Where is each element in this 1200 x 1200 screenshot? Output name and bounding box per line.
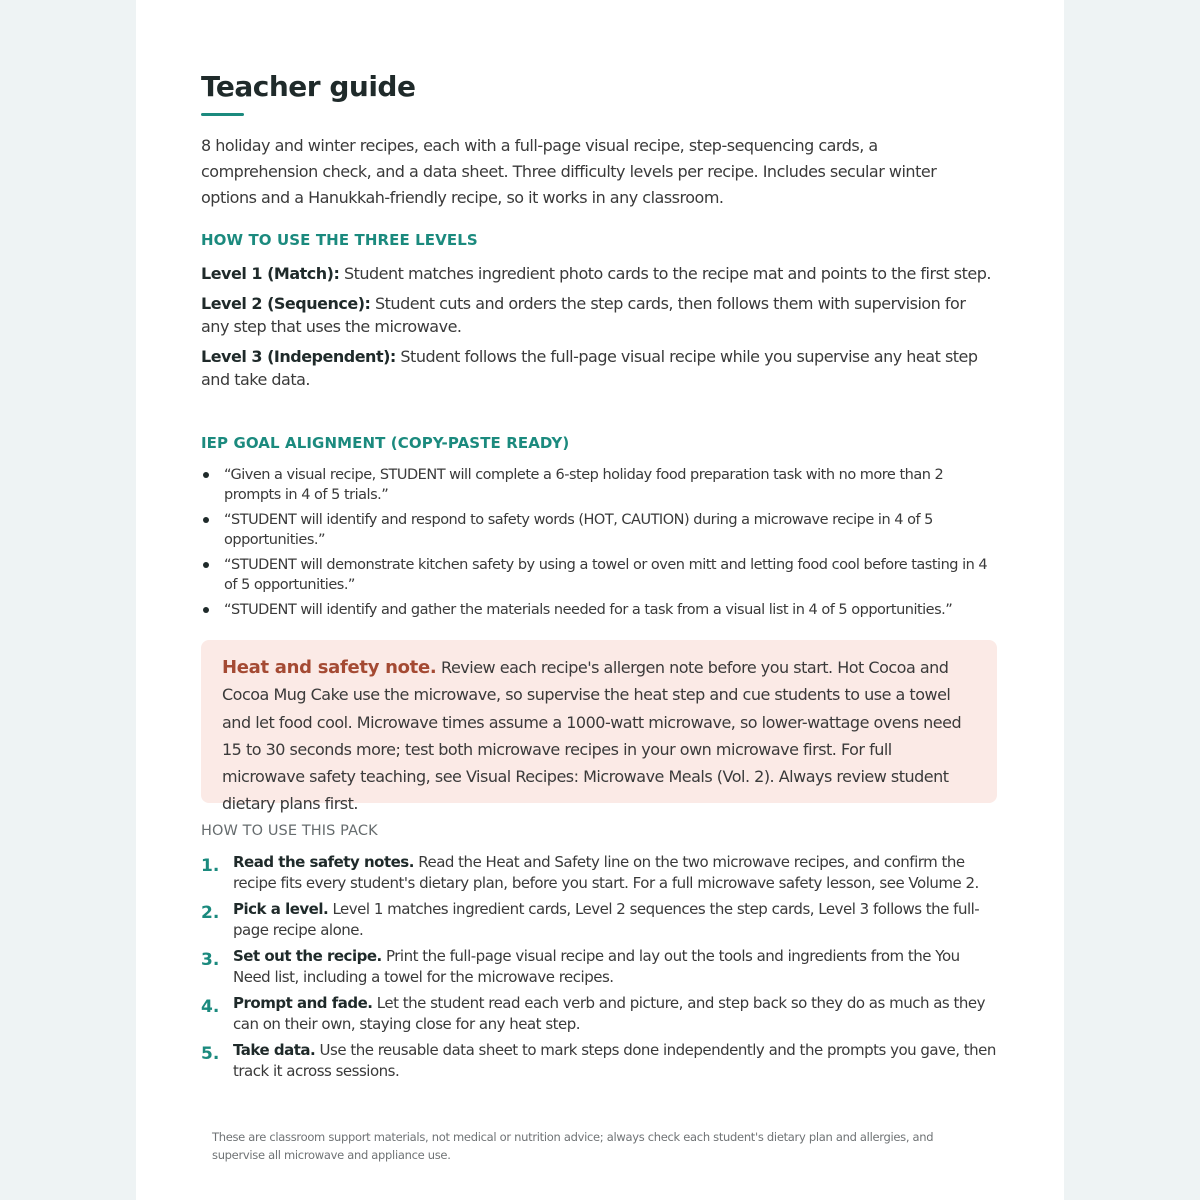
level-1	[201, 262, 991, 285]
step-text: Let the student read each verb and picture, and step back so they do as much as they can on their own, staying close for any heat step.	[233, 994, 985, 1033]
level-text: Student follows the full-page visual recipe while you supervise any heat step and take data.	[201, 347, 978, 389]
pack-heading: HOW TO USE THIS PACK	[201, 823, 378, 839]
step-label: Take data.	[233, 1041, 316, 1059]
disclaimer: These are classroom support materials, not medical or nutrition advice; always check each student's dietary plan and allergies, and supervise all microwave and appliance use.	[212, 1130, 934, 1162]
goal-text: “STUDENT will identify and gather the materials needed for a task from a visual list in 4 of 5 opportunities.”	[224, 602, 953, 618]
list-item	[201, 899, 1001, 941]
bullet-dot	[203, 472, 209, 478]
list-item	[201, 946, 1001, 988]
pack-steps-list	[201, 852, 1001, 1087]
level-text: Student matches ingredient photo cards to the recipe mat and points to the first step.	[343, 264, 991, 283]
iep-goal-list	[201, 465, 1001, 625]
list-item	[201, 555, 1001, 595]
step-number: 3.	[201, 950, 220, 970]
goal-text: “Given a visual recipe, STUDENT will complete a 6-step holiday food preparation task with no more than 2 prompts in 4 of 5 trials.”	[224, 467, 944, 503]
levels-heading: HOW TO USE THE THREE LEVELS	[201, 231, 478, 249]
step-label: Pick a level.	[233, 900, 329, 918]
step-text: Use the reusable data sheet to mark steps done independently and the prompts you gave, then track it across sessions.	[233, 1041, 996, 1080]
bullet-dot	[203, 607, 209, 613]
levels-list	[201, 262, 991, 398]
goal-text: “STUDENT will identify and respond to safety words (HOT, CAUTION) during a microwave recipe in 4 of 5 opportunities.”	[224, 512, 933, 548]
level-label: Level 3 (Independent):	[201, 347, 396, 366]
step-text: Print the full-page visual recipe and lay out the tools and ingredients from the You Need list, including a towel for the microwave recipes.	[233, 947, 960, 986]
level-label: Level 1 (Match):	[201, 264, 340, 283]
goal-text: “STUDENT will demonstrate kitchen safety by using a towel or oven mitt and letting food cool before tasting in 4 of 5 opportunities.”	[224, 557, 988, 593]
safety-note-box	[201, 640, 997, 814]
page-title: Teacher guide	[201, 70, 416, 103]
safety-note	[222, 654, 977, 818]
intro-paragraph: 8 holiday and winter recipes, each with a full-page visual recipe, step-sequencing cards, a comprehension check, and a data sheet. Three difficulty levels per recipe. Includes secular winter options and a Hanukkah-friendly recipe, so it works in any classroom.	[201, 136, 937, 207]
safety-note-title: Heat and safety note.	[222, 657, 437, 678]
step-number: 5.	[201, 1044, 220, 1064]
step-number: 1.	[201, 856, 220, 876]
guide-page	[136, 0, 1064, 1200]
step-label: Prompt and fade.	[233, 994, 373, 1012]
level-text: Student cuts and orders the step cards, then follows them with supervision for any step that uses the microwave.	[201, 294, 966, 336]
list-item	[201, 600, 1001, 620]
level-label: Level 2 (Sequence):	[201, 294, 371, 313]
list-item	[201, 465, 1001, 505]
step-label: Set out the recipe.	[233, 947, 382, 965]
step-text: Read the Heat and Safety line on the two microwave recipes, and confirm the recipe fits every student's dietary plan, before you start. For a full microwave safety lesson, see Volume 2.	[233, 853, 979, 892]
bullet-dot	[203, 517, 209, 523]
level-2	[201, 292, 991, 338]
level-3	[201, 345, 991, 391]
bullet-dot	[203, 562, 209, 568]
safety-note-text: Review each recipe's allergen note before you start. Hot Cocoa and Cocoa Mug Cake use the microwave, so supervise the heat step and cue students to use a towel and let food cool. Microwave times assume a 1000-watt microwave, so lower-wattage ovens need 15 to 30 seconds more; test both microwave recipes in your own microwave first. For full microwave safety teaching, see Visual Recipes: Microwave Meals (Vol. 2). Always review student dietary plans first.	[222, 658, 962, 814]
step-text: Level 1 matches ingredient cards, Level 2 sequences the step cards, Level 3 follows the full-page recipe alone.	[233, 900, 980, 939]
step-label: Read the safety notes.	[233, 853, 414, 871]
step-number: 4.	[201, 997, 220, 1017]
list-item	[201, 852, 1001, 894]
list-item	[201, 1040, 1001, 1082]
list-item	[201, 510, 1001, 550]
step-number: 2.	[201, 903, 220, 923]
title-underline	[201, 113, 244, 116]
list-item	[201, 993, 1001, 1035]
iep-heading: IEP GOAL ALIGNMENT (COPY-PASTE READY)	[201, 434, 570, 452]
